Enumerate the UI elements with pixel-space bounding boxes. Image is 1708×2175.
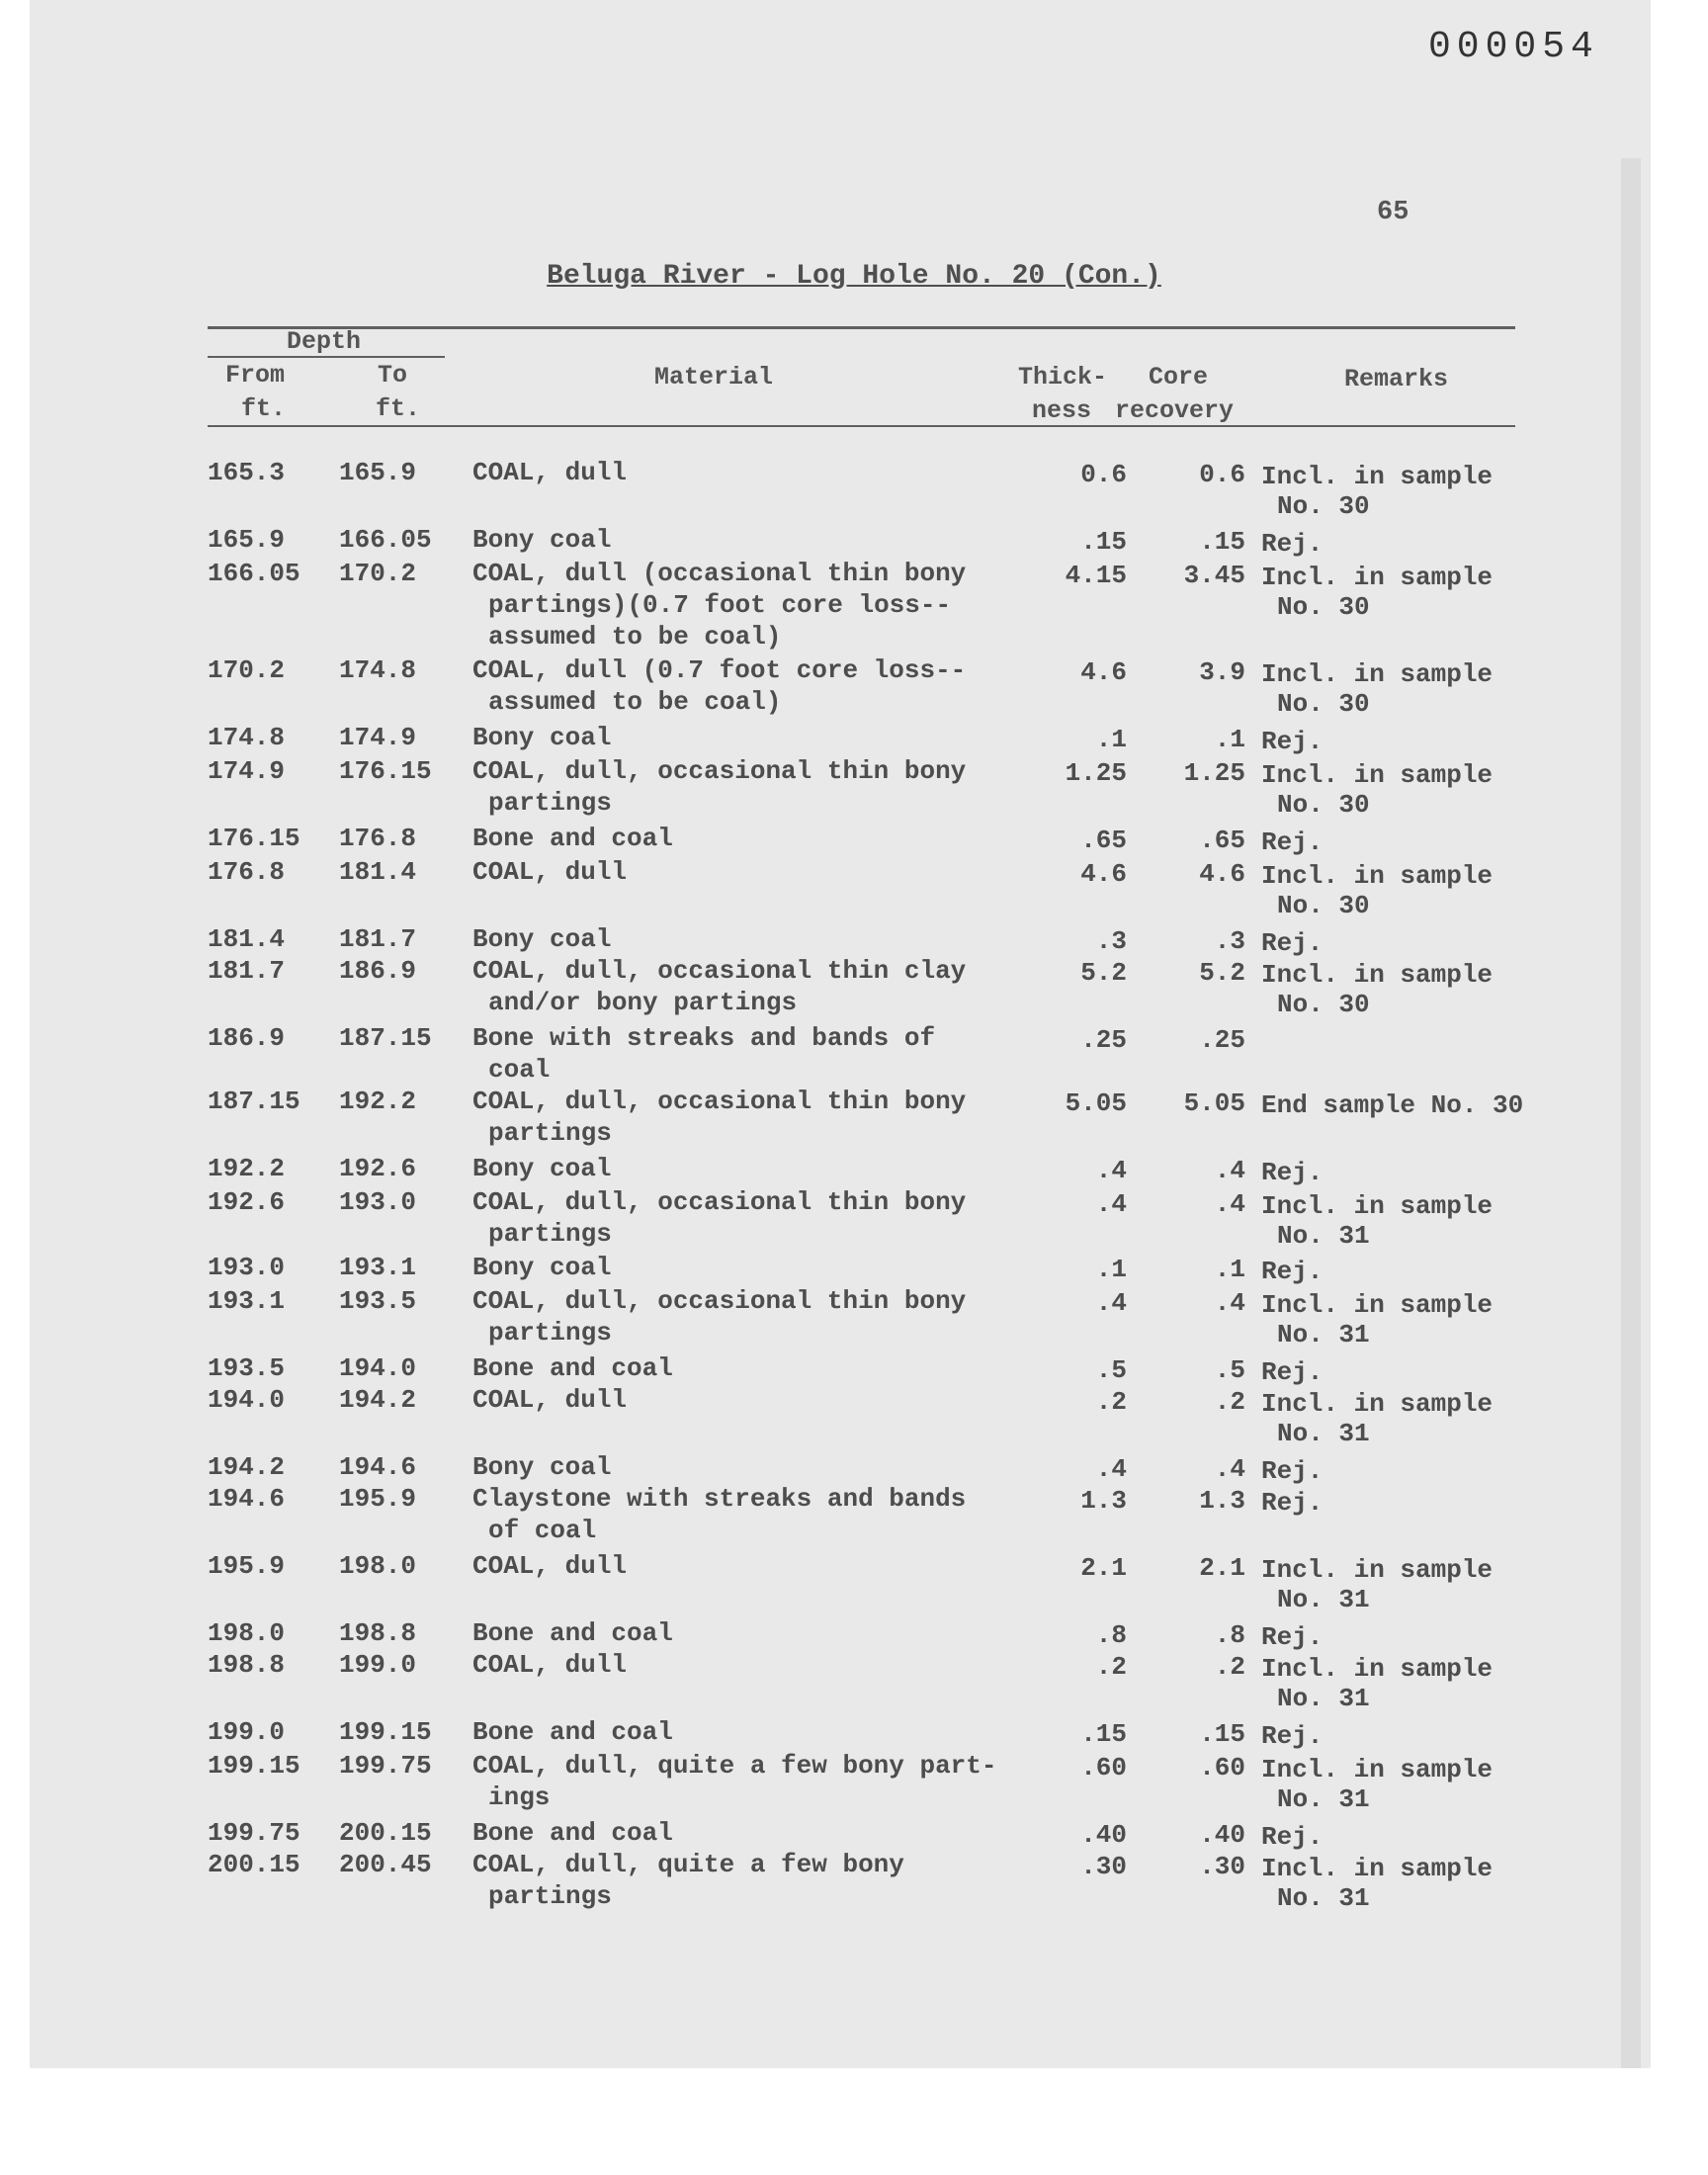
row-remarks: End sample No. 30 — [1261, 1090, 1524, 1120]
row-thickness: 5.05 — [1065, 1088, 1127, 1118]
row-remarks: Rej. — [1261, 727, 1324, 756]
row-material-continued: and/or bony partings — [488, 988, 798, 1017]
row-material-continued: partings — [488, 788, 612, 818]
row-core-recovery: .1 — [1214, 725, 1245, 754]
row-thickness: .60 — [1080, 1753, 1127, 1783]
row-from-depth: 199.15 — [208, 1751, 300, 1781]
row-remarks: Incl. in sample — [1261, 760, 1494, 790]
row-to-depth: 181.7 — [339, 924, 417, 954]
row-from-depth: 186.9 — [208, 1023, 286, 1053]
row-material: Bony coal — [472, 1253, 612, 1282]
header-from: From — [225, 361, 286, 390]
row-to-depth: 192.2 — [339, 1087, 417, 1116]
row-from-depth: 199.75 — [208, 1818, 300, 1848]
row-from-depth: 194.2 — [208, 1452, 286, 1482]
row-material-continued: assumed to be coal) — [488, 687, 782, 717]
row-remarks-continued: No. 31 — [1277, 1883, 1370, 1913]
row-remarks-continued: No. 30 — [1277, 689, 1370, 719]
row-material: COAL, dull — [472, 1650, 628, 1680]
row-material-continued: partings — [488, 1219, 612, 1249]
row-core-recovery: .15 — [1199, 1719, 1245, 1749]
row-core-recovery: .4 — [1214, 1189, 1245, 1219]
row-thickness: .1 — [1095, 725, 1127, 754]
row-from-depth: 198.8 — [208, 1650, 286, 1680]
row-remarks: Rej. — [1261, 1158, 1324, 1187]
row-remarks: Rej. — [1261, 1257, 1324, 1286]
row-material: COAL, dull — [472, 1385, 628, 1415]
row-to-depth: 170.2 — [339, 559, 417, 588]
row-thickness: .5 — [1095, 1355, 1127, 1385]
row-material: Bone and coal — [472, 1818, 673, 1848]
row-to-depth: 198.8 — [339, 1618, 417, 1648]
row-material: Bone and coal — [472, 824, 673, 853]
row-material: Bony coal — [472, 1452, 612, 1482]
row-thickness: .4 — [1095, 1189, 1127, 1219]
row-material: COAL, dull (0.7 foot core loss-- — [472, 655, 967, 685]
row-material: COAL, dull, occasional thin bony — [472, 1187, 967, 1217]
row-remarks-continued: No. 31 — [1277, 1585, 1370, 1614]
page-number: 65 — [1377, 198, 1409, 227]
header-to-unit: ft. — [376, 394, 421, 423]
row-to-depth: 199.75 — [339, 1751, 432, 1781]
row-remarks: Incl. in sample — [1261, 960, 1494, 990]
row-core-recovery: 1.25 — [1183, 758, 1245, 788]
row-material: Bone and coal — [472, 1353, 673, 1383]
header-remarks: Remarks — [1344, 365, 1449, 393]
row-remarks: Incl. in sample — [1261, 462, 1494, 491]
row-material: COAL, dull, quite a few bony part- — [472, 1751, 997, 1781]
row-remarks: Rej. — [1261, 529, 1324, 559]
row-thickness: 4.15 — [1065, 561, 1127, 590]
row-core-recovery: 0.6 — [1199, 460, 1245, 489]
row-thickness: .8 — [1095, 1620, 1127, 1650]
row-core-recovery: 3.45 — [1183, 561, 1245, 590]
row-remarks-continued: No. 30 — [1277, 990, 1370, 1019]
row-material: COAL, dull — [472, 458, 628, 487]
row-remarks-continued: No. 30 — [1277, 891, 1370, 920]
row-thickness: 1.3 — [1080, 1486, 1127, 1516]
row-remarks: Incl. in sample — [1261, 1191, 1494, 1221]
row-core-recovery: .2 — [1214, 1387, 1245, 1417]
row-material: COAL, dull — [472, 857, 628, 887]
row-core-recovery: .8 — [1214, 1620, 1245, 1650]
row-remarks: Incl. in sample — [1261, 1654, 1494, 1684]
row-remarks: Incl. in sample — [1261, 861, 1494, 891]
row-core-recovery: .5 — [1214, 1355, 1245, 1385]
row-thickness: 4.6 — [1080, 859, 1127, 889]
row-to-depth: 194.0 — [339, 1353, 417, 1383]
row-to-depth: 194.6 — [339, 1452, 417, 1482]
row-remarks: Rej. — [1261, 1456, 1324, 1486]
row-remarks: Incl. in sample — [1261, 1854, 1494, 1883]
row-material-continued: partings — [488, 1881, 612, 1911]
row-from-depth: 200.15 — [208, 1850, 300, 1879]
row-core-recovery: .4 — [1214, 1156, 1245, 1185]
row-remarks: Incl. in sample — [1261, 1755, 1494, 1784]
row-to-depth: 176.8 — [339, 824, 417, 853]
header-bottom-rule — [208, 425, 1515, 427]
header-thickness-1: Thick- — [1018, 363, 1108, 392]
row-to-depth: 186.9 — [339, 956, 417, 986]
row-remarks: Rej. — [1261, 1488, 1324, 1518]
row-material: Claystone with streaks and bands — [472, 1484, 967, 1514]
row-remarks-continued: No. 31 — [1277, 1320, 1370, 1349]
row-from-depth: 176.8 — [208, 857, 286, 887]
row-from-depth: 174.8 — [208, 723, 286, 752]
row-thickness: .4 — [1095, 1156, 1127, 1185]
row-core-recovery: 5.05 — [1183, 1088, 1245, 1118]
row-thickness: 5.2 — [1080, 958, 1127, 988]
row-remarks-continued: No. 31 — [1277, 1784, 1370, 1814]
row-thickness: 2.1 — [1080, 1553, 1127, 1583]
row-remarks-continued: No. 31 — [1277, 1419, 1370, 1448]
row-thickness: .3 — [1095, 926, 1127, 956]
row-to-depth: 174.8 — [339, 655, 417, 685]
row-to-depth: 199.15 — [339, 1717, 432, 1747]
page-title: Beluga River - Log Hole No. 20 (Con.) — [547, 261, 1161, 292]
row-core-recovery: 2.1 — [1199, 1553, 1245, 1583]
row-thickness: .1 — [1095, 1255, 1127, 1284]
row-material: COAL, dull, occasional thin clay — [472, 956, 967, 986]
row-material: COAL, dull (occasional thin bony — [472, 559, 967, 588]
row-thickness: .4 — [1095, 1288, 1127, 1318]
row-to-depth: 193.1 — [339, 1253, 417, 1282]
row-material: Bony coal — [472, 723, 612, 752]
row-core-recovery: .3 — [1214, 926, 1245, 956]
row-remarks: Rej. — [1261, 1357, 1324, 1387]
row-from-depth: 193.5 — [208, 1353, 286, 1383]
row-material-continued: assumed to be coal) — [488, 622, 782, 652]
row-to-depth: 165.9 — [339, 458, 417, 487]
row-material-continued: coal — [488, 1055, 551, 1085]
row-remarks-continued: No. 30 — [1277, 592, 1370, 622]
header-core-1: Core — [1149, 363, 1209, 392]
document-number: 000054 — [1428, 26, 1599, 68]
header-thickness-2: ness — [1032, 396, 1092, 425]
row-remarks-continued: No. 31 — [1277, 1221, 1370, 1251]
row-thickness: .25 — [1080, 1025, 1127, 1055]
row-remarks: Incl. in sample — [1261, 1290, 1494, 1320]
row-from-depth: 166.05 — [208, 559, 300, 588]
row-material-continued: ings — [488, 1783, 551, 1812]
row-thickness: .2 — [1095, 1387, 1127, 1417]
header-depth: Depth — [287, 327, 362, 356]
row-material-continued: of coal — [488, 1516, 597, 1545]
row-thickness: 4.6 — [1080, 657, 1127, 687]
row-from-depth: 192.6 — [208, 1187, 286, 1217]
row-remarks: Incl. in sample — [1261, 563, 1494, 592]
row-from-depth: 165.9 — [208, 525, 286, 555]
row-to-depth: 199.0 — [339, 1650, 417, 1680]
row-from-depth: 192.2 — [208, 1154, 286, 1183]
row-from-depth: 194.6 — [208, 1484, 286, 1514]
row-remarks-continued: No. 30 — [1277, 790, 1370, 820]
row-core-recovery: .60 — [1199, 1753, 1245, 1783]
row-core-recovery: 1.3 — [1199, 1486, 1245, 1516]
row-to-depth: 193.0 — [339, 1187, 417, 1217]
row-remarks-continued: No. 30 — [1277, 491, 1370, 521]
row-from-depth: 176.15 — [208, 824, 300, 853]
row-core-recovery: 5.2 — [1199, 958, 1245, 988]
row-from-depth: 195.9 — [208, 1551, 286, 1581]
row-thickness: 1.25 — [1065, 758, 1127, 788]
row-material: COAL, dull, occasional thin bony — [472, 1286, 967, 1316]
row-thickness: .40 — [1080, 1820, 1127, 1850]
row-thickness: .15 — [1080, 1719, 1127, 1749]
row-material: Bony coal — [472, 924, 612, 954]
row-material: COAL, dull, occasional thin bony — [472, 1087, 967, 1116]
row-core-recovery: .4 — [1214, 1288, 1245, 1318]
row-to-depth: 166.05 — [339, 525, 432, 555]
row-remarks: Rej. — [1261, 1822, 1324, 1852]
row-material: COAL, dull — [472, 1551, 628, 1581]
row-from-depth: 199.0 — [208, 1717, 286, 1747]
row-thickness: .2 — [1095, 1652, 1127, 1682]
header-from-unit: ft. — [241, 394, 287, 423]
row-to-depth: 194.2 — [339, 1385, 417, 1415]
row-thickness: 0.6 — [1080, 460, 1127, 489]
row-to-depth: 187.15 — [339, 1023, 432, 1053]
row-from-depth: 193.1 — [208, 1286, 286, 1316]
row-remarks: Incl. in sample — [1261, 1555, 1494, 1585]
row-remarks: Rej. — [1261, 1622, 1324, 1652]
row-remarks: Incl. in sample — [1261, 1389, 1494, 1419]
row-to-depth: 195.9 — [339, 1484, 417, 1514]
row-core-recovery: .30 — [1199, 1852, 1245, 1881]
row-from-depth: 193.0 — [208, 1253, 286, 1282]
row-material: Bone with streaks and bands of — [472, 1023, 936, 1053]
header-top-rule — [208, 326, 1515, 329]
row-material-continued: partings)(0.7 foot core loss-- — [488, 590, 952, 620]
row-remarks-continued: No. 31 — [1277, 1684, 1370, 1713]
header-material: Material — [654, 363, 774, 392]
row-material: Bone and coal — [472, 1717, 673, 1747]
row-material: COAL, dull, occasional thin bony — [472, 756, 967, 786]
row-core-recovery: .1 — [1214, 1255, 1245, 1284]
row-material-continued: partings — [488, 1318, 612, 1348]
row-material: Bony coal — [472, 525, 612, 555]
row-to-depth: 174.9 — [339, 723, 417, 752]
row-remarks: Rej. — [1261, 827, 1324, 857]
row-core-recovery: 4.6 — [1199, 859, 1245, 889]
row-material: Bony coal — [472, 1154, 612, 1183]
row-thickness: .65 — [1080, 826, 1127, 855]
header-core-2: recovery — [1115, 396, 1235, 425]
row-remarks: Incl. in sample — [1261, 659, 1494, 689]
page-edge-shadow — [1621, 158, 1641, 2068]
row-core-recovery: 3.9 — [1199, 657, 1245, 687]
row-remarks: Rej. — [1261, 928, 1324, 958]
row-to-depth: 198.0 — [339, 1551, 417, 1581]
row-from-depth: 194.0 — [208, 1385, 286, 1415]
row-thickness: .30 — [1080, 1852, 1127, 1881]
row-to-depth: 181.4 — [339, 857, 417, 887]
row-to-depth: 176.15 — [339, 756, 432, 786]
row-to-depth: 192.6 — [339, 1154, 417, 1183]
row-to-depth: 193.5 — [339, 1286, 417, 1316]
row-material: Bone and coal — [472, 1618, 673, 1648]
row-from-depth: 187.15 — [208, 1087, 300, 1116]
row-from-depth: 170.2 — [208, 655, 286, 685]
row-core-recovery: .2 — [1214, 1652, 1245, 1682]
row-from-depth: 181.4 — [208, 924, 286, 954]
row-core-recovery: .40 — [1199, 1820, 1245, 1850]
row-core-recovery: .25 — [1199, 1025, 1245, 1055]
row-thickness: .15 — [1080, 527, 1127, 557]
row-core-recovery: .65 — [1199, 826, 1245, 855]
row-from-depth: 165.3 — [208, 458, 286, 487]
row-to-depth: 200.45 — [339, 1850, 432, 1879]
row-thickness: .4 — [1095, 1454, 1127, 1484]
row-from-depth: 181.7 — [208, 956, 286, 986]
row-to-depth: 200.15 — [339, 1818, 432, 1848]
row-from-depth: 198.0 — [208, 1618, 286, 1648]
row-from-depth: 174.9 — [208, 756, 286, 786]
row-core-recovery: .4 — [1214, 1454, 1245, 1484]
row-material-continued: partings — [488, 1118, 612, 1148]
header-to: To — [378, 361, 408, 390]
row-core-recovery: .15 — [1199, 527, 1245, 557]
row-remarks: Rej. — [1261, 1721, 1324, 1751]
row-material: COAL, dull, quite a few bony — [472, 1850, 904, 1879]
